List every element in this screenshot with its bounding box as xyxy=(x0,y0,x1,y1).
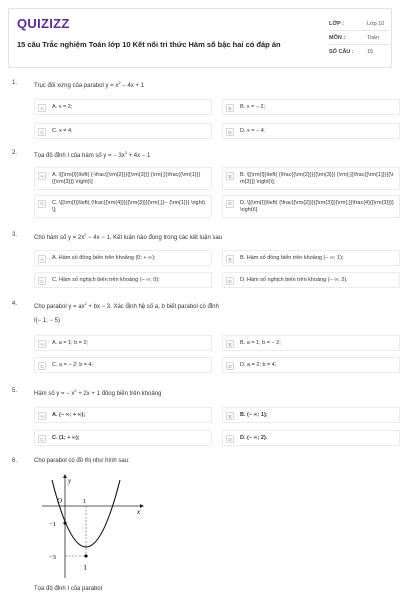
option-letter: A xyxy=(38,255,46,263)
y-tick-label-1: −1 xyxy=(49,521,56,528)
option-letter: A xyxy=(38,172,46,180)
option-text: A. a = 1; b = 2; xyxy=(52,340,89,346)
meta-row-class xyxy=(329,17,389,31)
vertex-point xyxy=(84,554,87,557)
answer-option-d[interactable] xyxy=(222,123,400,139)
option-letter: A xyxy=(38,104,46,112)
origin-label: O xyxy=(57,497,63,505)
vertex-label: I xyxy=(84,564,87,572)
option-text: C. \[{\rm{I}}\left( {\frac{{\rm{4}}}{{\rm{3}}}{\rm{;}}− {\rm{1}}} \right)\]; xyxy=(52,199,206,214)
question-number: 5. xyxy=(12,388,18,394)
question-text: Trục đối xứng của parabol $y = x^2 - 4x + 1$ xyxy=(34,80,144,89)
option-letter: D xyxy=(226,435,234,443)
answer-option-c[interactable] xyxy=(34,123,212,139)
question-number: 1. xyxy=(12,80,18,86)
meta-key: MÔN : xyxy=(329,34,346,41)
question-4 xyxy=(12,301,388,373)
option-letter: C xyxy=(38,128,46,136)
answer-option-b[interactable] xyxy=(222,167,400,190)
option-letter: A xyxy=(38,412,46,420)
x-axis-label: x xyxy=(137,508,141,516)
meta-key: SỐ CÂU : xyxy=(329,49,354,55)
question-number: 3. xyxy=(12,232,18,238)
option-letter: D xyxy=(226,128,234,136)
option-text: D. (− ∞; 2). xyxy=(240,435,268,441)
answer-option-a[interactable] xyxy=(34,99,212,115)
option-text: A. \[{\rm{I}}\left( {-\frac{{\rm{2}}}{{\rm{3}}} {\rm{;}}\frac{{\rm{1}}}{{\rm{3}}} \right)\] xyxy=(52,172,201,186)
parabol-graph xyxy=(38,472,148,582)
option-letter: C xyxy=(38,277,46,285)
option-letter: A xyxy=(38,340,46,348)
answer-option-c[interactable] xyxy=(34,430,212,446)
y-tick-label-3: −3 xyxy=(49,554,56,561)
option-letter: D xyxy=(226,362,234,370)
meta-value: 15 xyxy=(367,49,374,55)
option-text: C. Hàm số nghịch biến trên khoảng (− ∞; 0); xyxy=(52,277,160,283)
option-text: D. a = 2; b = 4. xyxy=(240,362,277,368)
option-text: B. (− ∞; 1); xyxy=(240,412,268,418)
question-6 xyxy=(12,458,388,464)
answer-option-b[interactable] xyxy=(222,250,400,266)
question-vertex: I(− 1; − 5) xyxy=(34,318,61,324)
option-letter: D xyxy=(226,200,234,208)
y-intercept-point xyxy=(63,521,66,524)
meta-value: Toán xyxy=(367,34,379,41)
answer-option-d[interactable] xyxy=(222,357,400,373)
question-5 xyxy=(12,388,388,446)
option-text: C. x = 4; xyxy=(52,128,73,134)
answer-option-d[interactable] xyxy=(222,195,400,218)
question-3 xyxy=(12,232,388,288)
option-text: C. a = − 2; b = 4; xyxy=(52,362,94,368)
meta-key: LỚP : xyxy=(329,20,344,27)
document-title: 15 câu Trắc nghiệm Toán lớp 10 Kết nối tri thức Hàm số bậc hai có đáp án xyxy=(17,40,281,49)
option-text: B. x = − 2; xyxy=(240,104,266,110)
question-number: 4. xyxy=(12,301,18,307)
meta-value: Lớp 10 xyxy=(367,20,385,27)
option-letter: B xyxy=(226,255,234,263)
question-2 xyxy=(12,150,394,218)
option-text: A. x = 2; xyxy=(52,104,73,110)
answer-option-b[interactable] xyxy=(222,99,400,115)
answer-option-a[interactable] xyxy=(34,335,212,351)
meta-row-subject xyxy=(329,31,389,45)
answer-option-d[interactable] xyxy=(222,272,400,288)
answer-option-c[interactable] xyxy=(34,357,212,373)
option-text: C. (1; + ∞); xyxy=(52,435,80,441)
document-meta xyxy=(329,17,389,59)
answer-option-a[interactable] xyxy=(34,407,212,423)
option-letter: B xyxy=(226,340,234,348)
option-text: D. x = − 4. xyxy=(240,128,266,134)
question-text: Hàm số y = − $x^2 + 2x + 1$ đồng biến trên khoảng xyxy=(34,388,162,397)
answer-option-b[interactable] xyxy=(222,335,400,351)
option-text: B. a = 1; b = − 2; xyxy=(240,340,281,346)
x-tick-label: 1 xyxy=(83,498,87,505)
option-letter: B xyxy=(226,172,234,180)
answer-option-d[interactable] xyxy=(222,430,400,446)
meta-row-count xyxy=(329,45,389,59)
question-6-prompt: Tọa độ đỉnh I của parabol xyxy=(34,586,103,592)
option-letter: B xyxy=(226,412,234,420)
question-text: Cho parabol có đồ thị như hình sau: xyxy=(34,458,130,464)
question-text: Cho hàm số $y = 2x^2 - 4x - 1$. Kết luận nào đúng trong các kết luận sau xyxy=(34,232,223,241)
question-text: Cho parabol $y = ax^2$ + bx − 3. Xác định hệ số a, b biết parabol có đỉnh xyxy=(34,301,219,310)
question-number: 2. xyxy=(12,150,18,156)
option-text: A. (− ∞; + ∞); xyxy=(52,412,86,418)
document-header xyxy=(8,8,392,68)
question-1 xyxy=(12,80,388,139)
question-text: Tọa độ đỉnh I của hàm số y = − $3x^2 + 4x - 1$ xyxy=(34,150,151,159)
answer-option-b[interactable] xyxy=(222,407,400,423)
quizizz-logo[interactable]: QUIZIZZ xyxy=(17,16,70,31)
option-text: D. \[{\rm{I}}\left( {\frac{{\rm{2}}}{{\rm{3}}}{\rm{;}}\frac{4}{{\rm{3}}}} \right)\] xyxy=(240,199,394,214)
option-text: B. Hàm số đồng biến trên khoảng (− ∞; 1); xyxy=(240,255,344,261)
question-number: 6. xyxy=(12,458,18,464)
answer-option-a[interactable] xyxy=(34,250,212,266)
option-text: B. \[{\rm{I}}\left( {\frac{{\rm{2}}}{{\rm{3}}} {\rm{;}}\frac{{\rm{1}}}{{\rm{3}}} \right)\]; xyxy=(240,172,394,186)
option-letter: B xyxy=(226,104,234,112)
option-letter: D xyxy=(226,277,234,285)
y-axis-label: y xyxy=(68,477,72,485)
option-letter: C xyxy=(38,362,46,370)
option-letter: C xyxy=(38,200,46,208)
answer-option-c[interactable] xyxy=(34,195,212,218)
option-letter: C xyxy=(38,435,46,443)
answer-option-c[interactable] xyxy=(34,272,212,288)
option-text: D. Hàm số nghịch biến trên khoảng (− ∞; 2). xyxy=(240,277,348,283)
option-text: A. Hàm số đồng biến trên khoảng (0; + ∞); xyxy=(52,255,156,261)
answer-option-a[interactable] xyxy=(34,167,212,190)
